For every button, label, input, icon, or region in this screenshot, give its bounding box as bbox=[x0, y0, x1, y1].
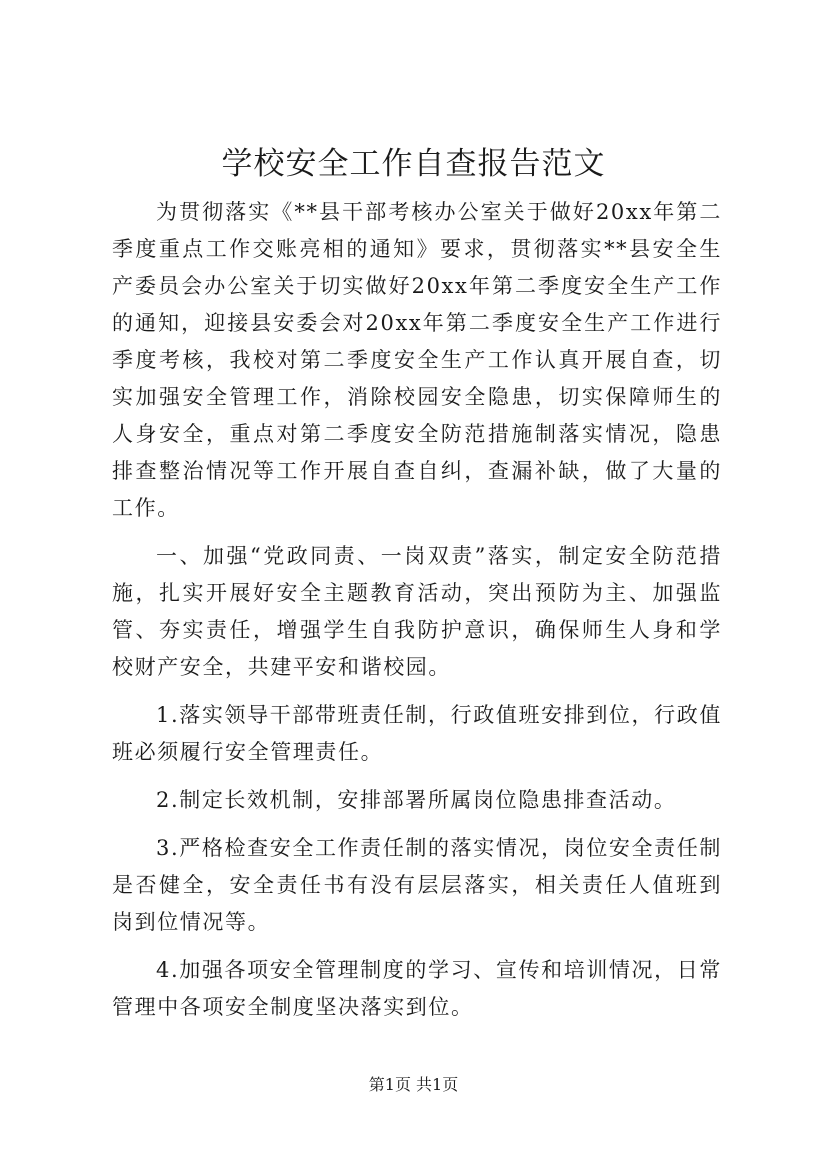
page-number-footer: 第1页 共1页 bbox=[368, 1075, 459, 1094]
document-title: 学校安全工作自查报告范文 bbox=[221, 146, 606, 182]
paragraph-item-1: 1.落实领导干部带班责任制，行政值班安排到位，行政值班必须履行安全管理责任。 bbox=[112, 703, 722, 764]
paragraph-item-2: 2.制定长效机制，安排部署所属岗位隐患排查活动。 bbox=[156, 788, 677, 812]
paragraph-item-3: 3.严格检查安全工作责任制的落实情况，岗位安全责任制是否健全，安全责任书有没有层层落实，相关责任人值班到岗到位情况等。 bbox=[112, 836, 722, 934]
paragraph-item-4: 4.加强各项安全管理制度的学习、宣传和培训情况，日常管理中各项安全制度坚决落实到位。 bbox=[112, 958, 722, 1019]
paragraph-intro: 为贯彻落实《**县干部考核办公室关于做好20xx年第二季度重点工作交账亮相的通知》要求，贯彻落实**县安全生产委员会办公室关于切实做好20xx年第二季度安全生产工作的通知，迎接县安委会对20xx年第二季度安全生产工作进行季度考核，我校对第二季度安全生产工作认真开展自查，切实加强安全管理工作，消除校园安全隐患，切实保障师生的人身安全，重点对第二季度安全防范措施制落实情况，隐患排查整治情况等工作开展自查自纠，查漏补缺，做了大量的工作。 bbox=[112, 200, 722, 520]
paragraph-section-one: 一、加强“党政同责、一岗双责”落实，制定安全防范措施，扎实开展好安全主题教育活动，突出预防为主、加强监管、夯实责任，增强学生自我防护意识，确保师生人身和学校财产安全，共建平安和谐校园。 bbox=[112, 544, 722, 679]
document-body bbox=[112, 194, 722, 1026]
